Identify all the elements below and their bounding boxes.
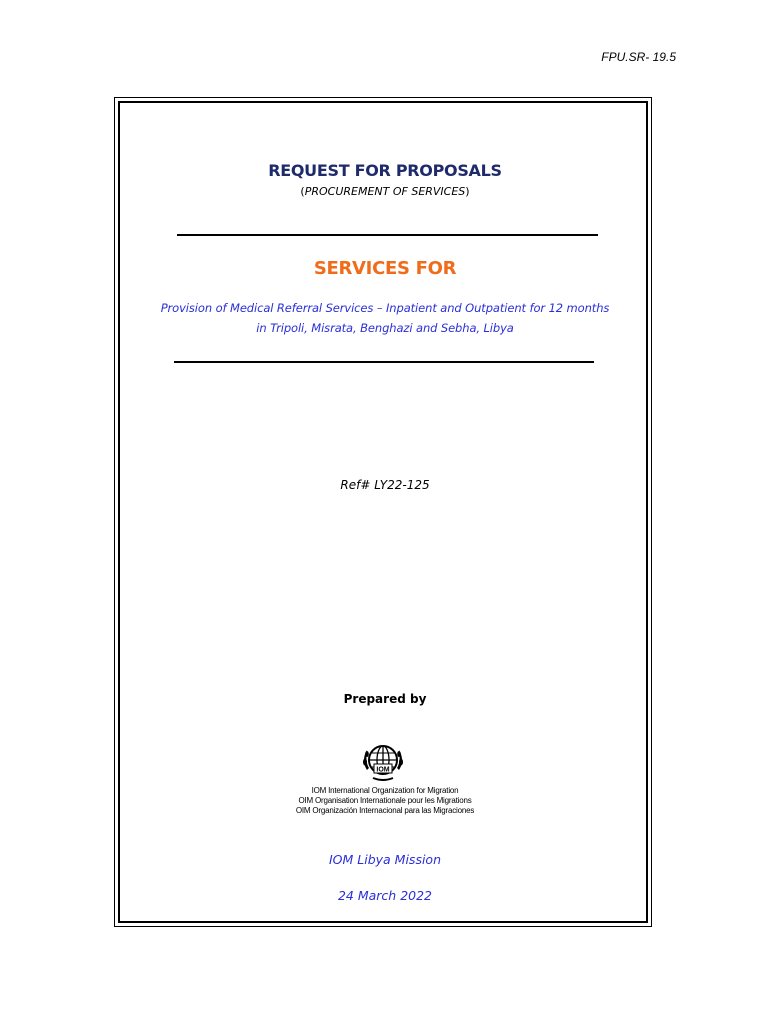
iom-globe-logo-icon	[359, 740, 407, 784]
divider-bottom	[174, 361, 594, 363]
subtitle-close-paren: )	[465, 185, 470, 198]
logo-line-french: OIM Organisation Internationale pour les Migrations	[298, 796, 472, 805]
services-heading: SERVICES FOR	[313, 258, 457, 279]
scope-description	[0, 298, 770, 338]
divider-top	[177, 234, 598, 236]
scope-line-2: in Tripoli, Misrata, Benghazi and Sebha, Libya	[256, 321, 514, 335]
document-date: 24 March 2022	[337, 888, 433, 903]
scope-line-1: Provision of Medical Referral Services – Inpatient and Outpatient for 12 months	[160, 301, 610, 315]
logo-line-english: IOM International Organization for Migration	[311, 786, 459, 795]
subtitle-open-paren: (	[300, 185, 305, 198]
subtitle-text: PROCUREMENT OF SERVICES	[304, 185, 466, 198]
form-code: FPU.SR- 19.5	[601, 50, 676, 64]
prepared-by-label: Prepared by	[343, 692, 427, 706]
iom-logo-text	[0, 786, 770, 816]
logo-line-spanish: OIM Organización Internacional para las Migraciones	[295, 806, 475, 815]
svg-text:IOM: IOM	[376, 766, 390, 774]
reference-number: Ref# LY22-125	[340, 478, 430, 492]
mission-name: IOM Libya Mission	[328, 852, 441, 867]
document-subtitle	[0, 185, 770, 198]
document-title: REQUEST FOR PROPOSALS	[268, 161, 502, 180]
